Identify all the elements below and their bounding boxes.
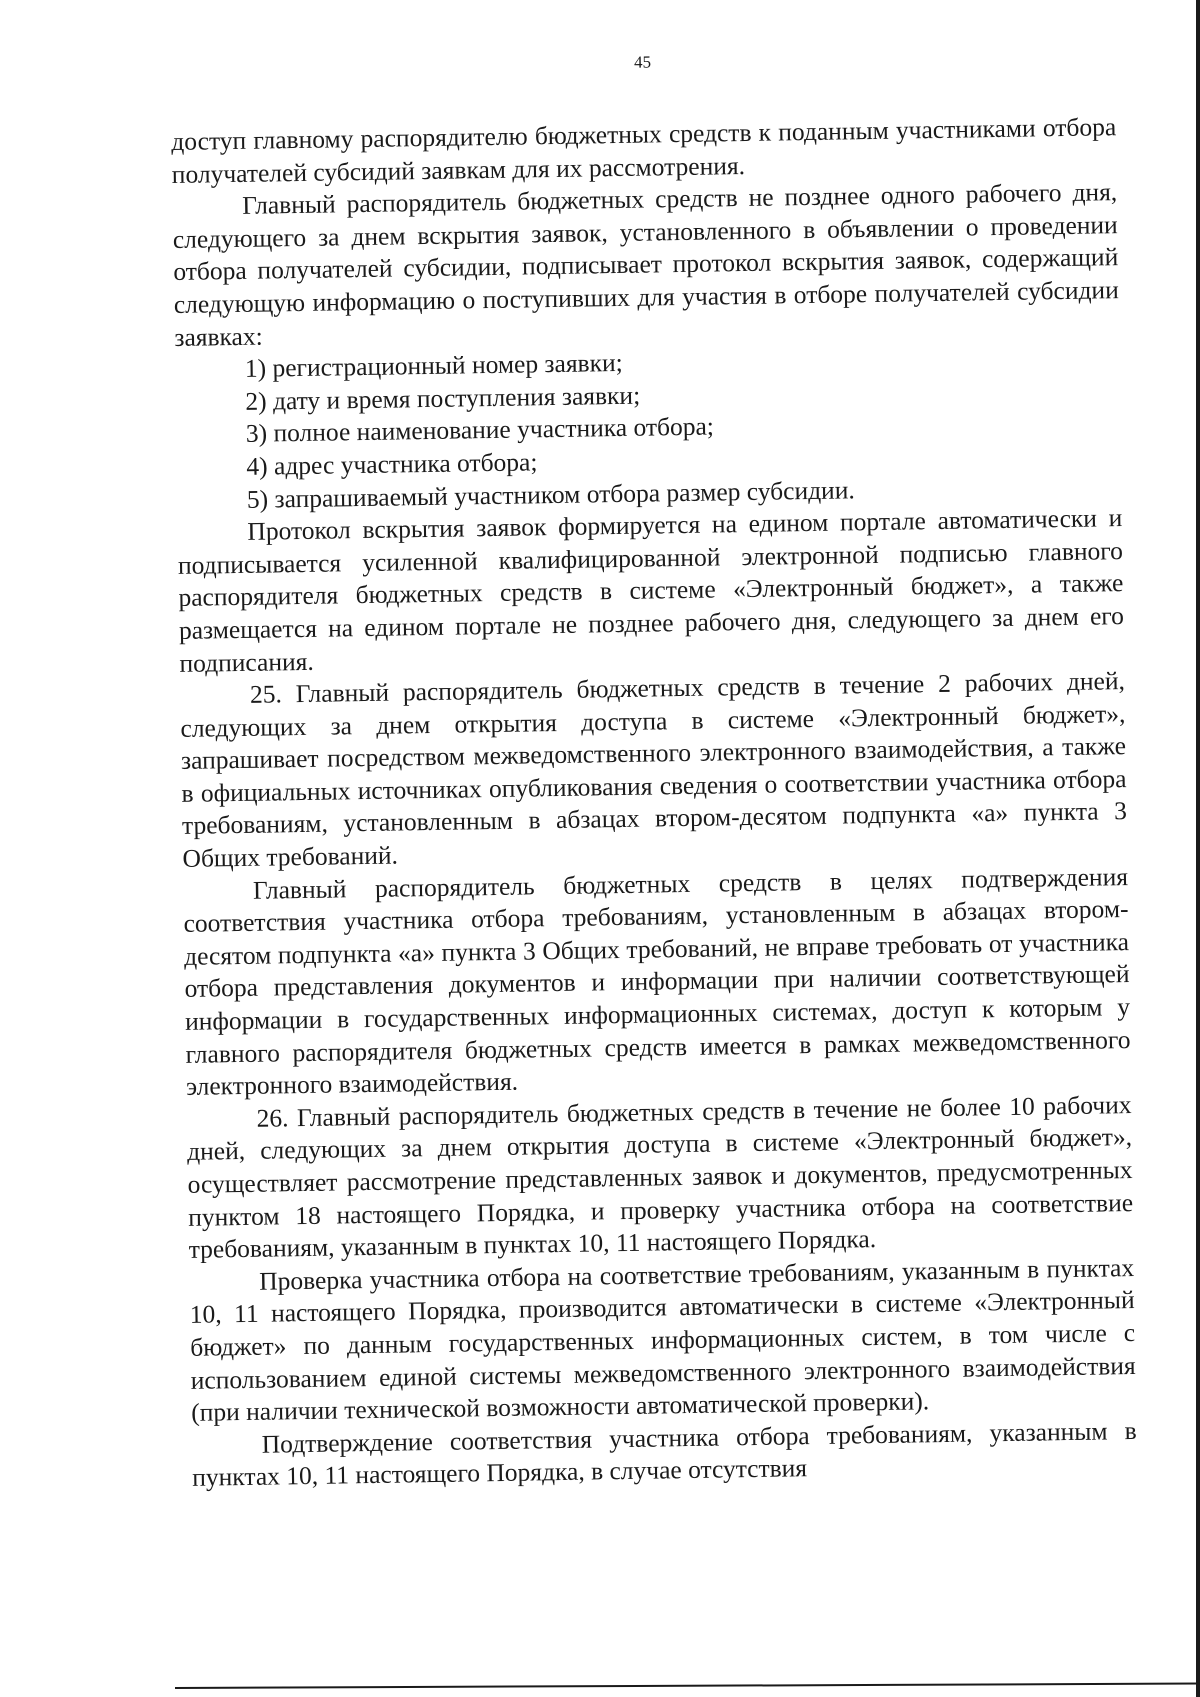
list-item-date-time: 2) дату и время поступления заявки; [245,380,641,416]
paragraph-confirmation: Подтверждение соответствия участника отбора требованиям, указанным в пунктах 10, 11 настоящего Порядка, в случае отсутствия [192,1415,1137,1493]
paragraph-clause-25: 25. Главный распорядитель бюджетных средств в течение 2 рабочих дней, следующих за днем открытия доступа в системе «Электронный бюджет», запрашивает посредством межведомственного электронного взаимодействия, а также в официальных источниках опубликования сведения о соответствии участника отбора требованиям, установленным в абзацах втором-десятом подпункта «а» пункта 3 Общих требований. [180,666,1128,873]
list-item-address: 4) адрес участника отбора; [246,447,538,481]
list-item-subsidy-amount: 5) запрашиваемый участником отбора размер субсидии. [246,474,855,514]
scan-edge-bottom [175,1683,1200,1689]
page-number: 45 [633,52,652,72]
list-item-full-name: 3) полное наименование участника отбора; [245,411,715,449]
paragraph-clause-26: 26. Главный распорядитель бюджетных средств в течение не более 10 рабочих дней, следующих за днем открытия доступа в системе «Электронный бюджет», осуществляет рассмотрение представленных заявок и документов, предусмотренных пунктом 18 настоящего Порядка, и проверку участника отбора на соответствие требованиям, указанным в пунктах 10, 11 настоящего Порядка. [186,1089,1134,1265]
document-text-block [170,45,1137,1495]
paragraph-protocol-portal: Протокол вскрытия заявок формируется на едином портале автоматически и подписывается усиленной квалифицированной электронной подписью главного распорядителя бюджетных средств в системе «Электронный бюджет», а также размещается на едином портале не позднее рабочего дня, следующего за днем его подписания. [177,503,1125,678]
list-item-registration-number: 1) регистрационный номер заявки; [244,348,623,384]
paragraph-protocol-signing: Главный распорядитель бюджетных средств не позднее одного рабочего дня, следующего за днем вскрытия заявок, установленного в объявлении о проведении отбора получателей субсидии, подписывает протокол вскрытия заявок, содержащий следующую информацию о поступивших для участия в отборе получателей субсидии заявках: [172,177,1119,352]
paragraph-automatic-check: Проверка участника отбора на соответствие требованиям, указанным в пунктах 10, 11 настоящего Порядка, производится автоматически в системе «Электронный бюджет» по данным государственных информационных систем, в том числе с использованием единой системы межведомственного электронного взаимодействия (при наличии технической возможности автоматической проверки). [189,1252,1136,1427]
paragraph-continuation: доступ главному распорядителю бюджетных средств к поданным участниками отбора получателей субсидий заявкам для их рассмотрения. [171,112,1117,189]
scan-edge-right [1196,0,1200,1697]
paragraph-no-document-requests: Главный распорядитель бюджетных средств в целях подтверждения соответствия участника отбора требованиям, установленным в абзацах втором-десятом подпункта «а» пункта 3 Общих требований, не вправе требовать от участника отбора представления документов и информации при наличии соответствующей информации в государственных информационных системах, доступ к которым у главного распорядителя бюджетных средств имеется в рамках межведомственного электронного взаимодействия. [183,861,1131,1102]
